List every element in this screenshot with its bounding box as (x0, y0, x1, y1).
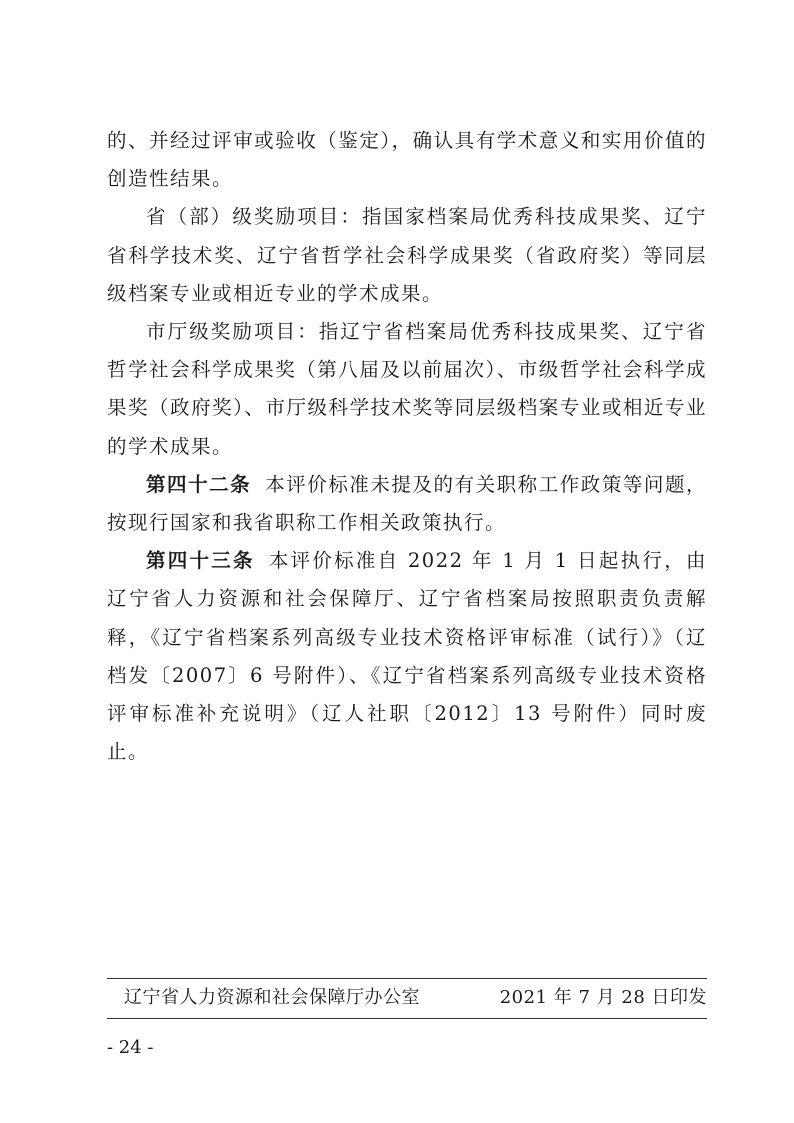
paragraph-provincial-award: 省（部）级奖励项目：指国家档案局优秀科技成果奖、辽宁省科学技术奖、辽宁省哲学社会科学成果奖（省政府奖）等同层级档案专业或相近专业的学术成果。 (107, 205, 707, 305)
footer-bottom-rule (107, 1018, 707, 1019)
article-42 (107, 466, 707, 542)
paragraph-municipal-award: 市厅级奖励项目：指辽宁省档案局优秀科技成果奖、辽宁省哲学社会科学成果奖（第八届及以前届次）、市级哲学社会科学成果奖（政府奖）、市厅级科学技术奖等同层级档案专业或相近专业的学术成果。 (107, 320, 707, 458)
paragraph-continuation: 的、并经过评审或验收（鉴定），确认具有学术意义和实用价值的创造性结果。 (107, 129, 707, 191)
issuance-footer (124, 983, 707, 1013)
article-43-label: 第四十三条 (146, 549, 255, 573)
footer-top-rule (107, 978, 707, 979)
article-43 (107, 542, 707, 771)
document-body (107, 122, 707, 771)
page-number: - 24 - (107, 1037, 154, 1058)
article-42-text: 本评价标准未提及的有关职称工作政策等问题，按现行国家和我省职称工作相关政策执行。 (107, 472, 707, 535)
article-42-label: 第四十二条 (146, 472, 252, 496)
article-43-text: 本评价标准自 2022 年 1 月 1 日起执行，由辽宁省人力资源和社会保障厅、辽宁省档案局按照职责负责解释，《辽宁省档案系列高级专业技术资格评审标准（试行）》（辽档发〔2007〕6 号附件）、《辽宁省档案系列高级专业技术资格评审标准补充说明》（辽人社职〔2012〕13 号附件）同时废止。 (107, 549, 707, 764)
footer-issuer: 辽宁省人力资源和社会保障厅办公室 (124, 987, 420, 1008)
footer-date: 2021 年 7 月 28 日印发 (499, 987, 707, 1008)
